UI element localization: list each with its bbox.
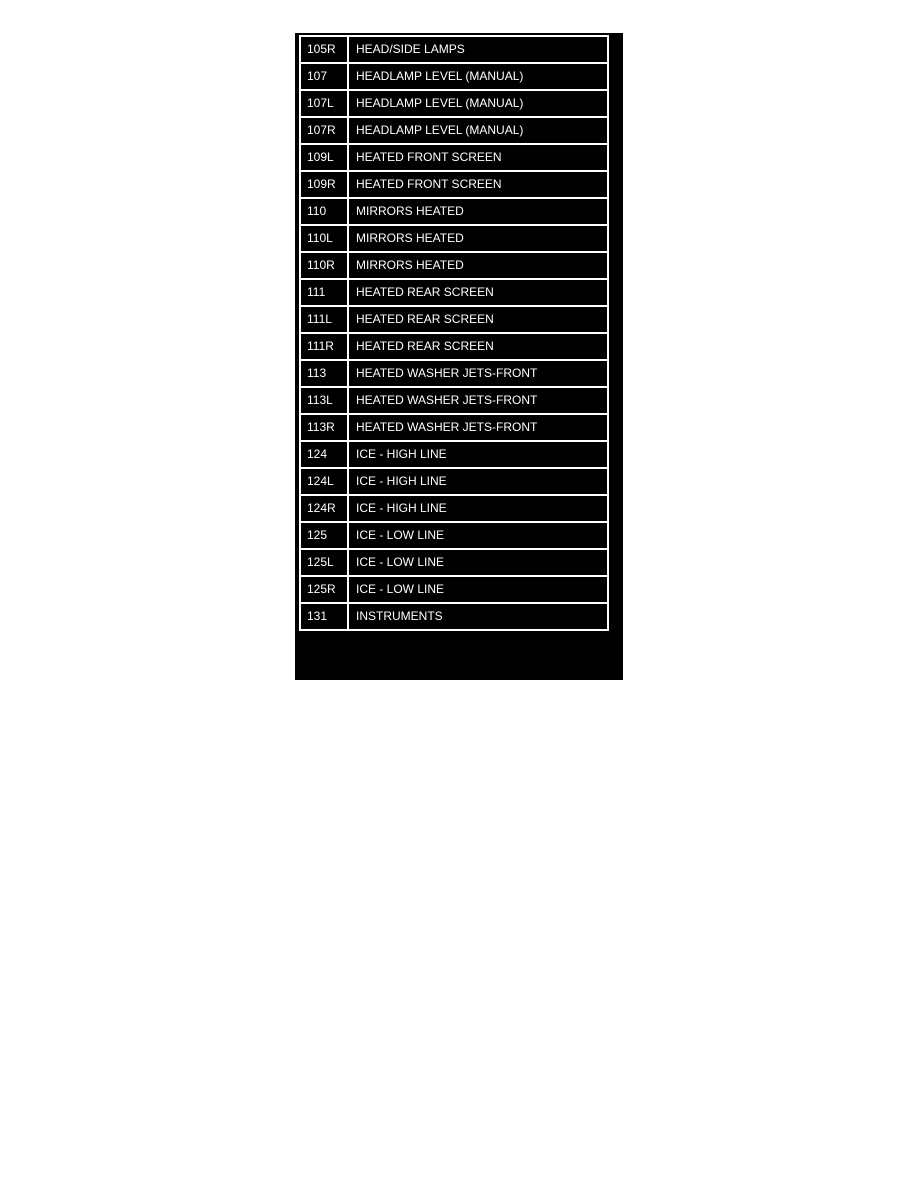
table-row: [300, 225, 608, 252]
circuit-code-cell: 109R: [300, 171, 348, 198]
table-row: [300, 468, 608, 495]
table-row: [300, 333, 608, 360]
table-row: [300, 387, 608, 414]
circuit-code-table-frame: [295, 33, 623, 680]
table-row: [300, 414, 608, 441]
circuit-code-cell: 110: [300, 198, 348, 225]
table-row: [300, 117, 608, 144]
circuit-code-cell: 113: [300, 360, 348, 387]
circuit-code-cell: 109L: [300, 144, 348, 171]
circuit-code-cell: 107: [300, 63, 348, 90]
circuit-code-cell: 111R: [300, 333, 348, 360]
table-row: [300, 252, 608, 279]
circuit-description-cell: HEATED REAR SCREEN: [348, 333, 608, 360]
table-row: [300, 198, 608, 225]
circuit-code-cell: 125L: [300, 549, 348, 576]
circuit-description-cell: INSTRUMENTS: [348, 603, 608, 630]
circuit-code-cell: 107R: [300, 117, 348, 144]
table-row: [300, 549, 608, 576]
table-row: [300, 63, 608, 90]
circuit-description-cell: HEATED FRONT SCREEN: [348, 144, 608, 171]
table-row: [300, 522, 608, 549]
circuit-code-cell: 111L: [300, 306, 348, 333]
circuit-description-cell: HEATED WASHER JETS-FRONT: [348, 387, 608, 414]
table-row: [300, 495, 608, 522]
table-row: [300, 603, 608, 630]
circuit-code-cell: 110L: [300, 225, 348, 252]
circuit-code-cell: 105R: [300, 36, 348, 63]
circuit-description-cell: HEATED FRONT SCREEN: [348, 171, 608, 198]
table-row: [300, 306, 608, 333]
table-row: [300, 279, 608, 306]
table-row: [300, 171, 608, 198]
circuit-description-cell: HEATED WASHER JETS-FRONT: [348, 414, 608, 441]
circuit-code-cell: 111: [300, 279, 348, 306]
circuit-description-cell: ICE - LOW LINE: [348, 549, 608, 576]
circuit-code-cell: 113L: [300, 387, 348, 414]
circuit-description-cell: HEADLAMP LEVEL (MANUAL): [348, 90, 608, 117]
circuit-code-cell: 124L: [300, 468, 348, 495]
circuit-code-cell: 131: [300, 603, 348, 630]
circuit-description-cell: MIRRORS HEATED: [348, 252, 608, 279]
circuit-code-cell: 125R: [300, 576, 348, 603]
table-row: [300, 441, 608, 468]
circuit-description-cell: HEADLAMP LEVEL (MANUAL): [348, 63, 608, 90]
circuit-code-cell: 113R: [300, 414, 348, 441]
circuit-description-cell: HEADLAMP LEVEL (MANUAL): [348, 117, 608, 144]
circuit-code-table: [299, 35, 609, 631]
circuit-description-cell: MIRRORS HEATED: [348, 225, 608, 252]
table-row: [300, 36, 608, 63]
table-row: [300, 144, 608, 171]
circuit-description-cell: ICE - HIGH LINE: [348, 441, 608, 468]
table-row: [300, 576, 608, 603]
circuit-description-cell: HEATED REAR SCREEN: [348, 279, 608, 306]
circuit-code-cell: 124: [300, 441, 348, 468]
table-body: [300, 36, 608, 630]
circuit-description-cell: HEATED REAR SCREEN: [348, 306, 608, 333]
table-row: [300, 90, 608, 117]
circuit-description-cell: ICE - LOW LINE: [348, 522, 608, 549]
circuit-description-cell: MIRRORS HEATED: [348, 198, 608, 225]
circuit-code-cell: 125: [300, 522, 348, 549]
circuit-description-cell: HEAD/SIDE LAMPS: [348, 36, 608, 63]
circuit-description-cell: ICE - HIGH LINE: [348, 468, 608, 495]
table-row: [300, 360, 608, 387]
circuit-description-cell: HEATED WASHER JETS-FRONT: [348, 360, 608, 387]
circuit-code-cell: 110R: [300, 252, 348, 279]
circuit-code-cell: 124R: [300, 495, 348, 522]
circuit-description-cell: ICE - LOW LINE: [348, 576, 608, 603]
circuit-description-cell: ICE - HIGH LINE: [348, 495, 608, 522]
circuit-code-cell: 107L: [300, 90, 348, 117]
